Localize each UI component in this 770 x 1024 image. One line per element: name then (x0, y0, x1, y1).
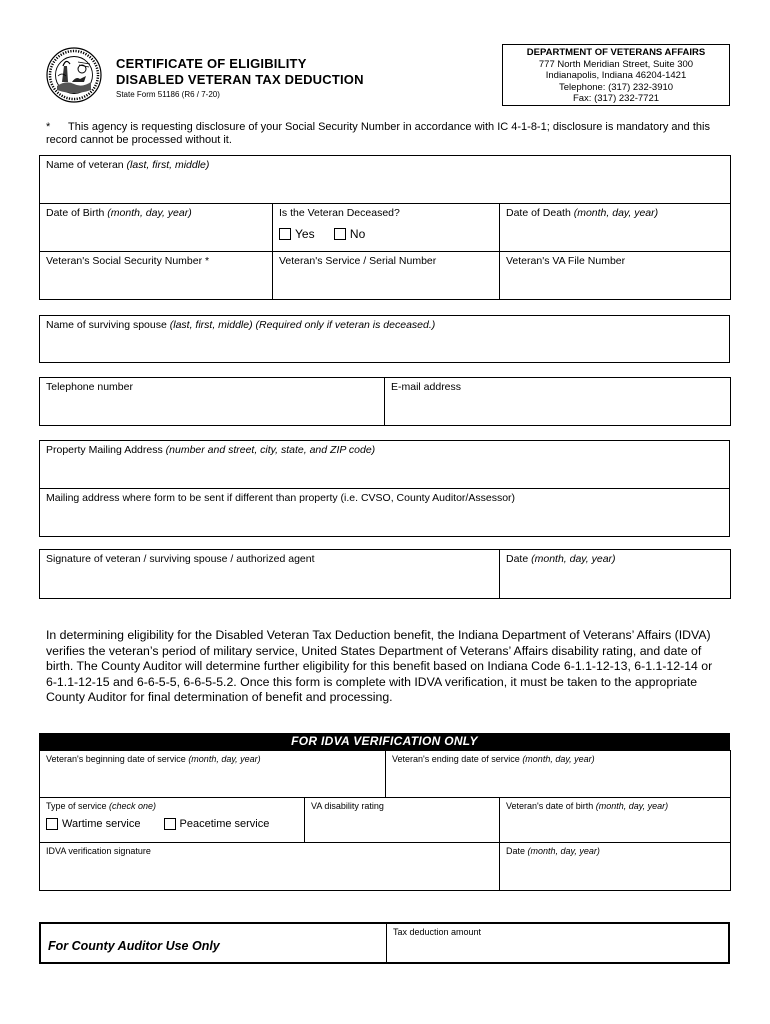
deceased-no-label: No (349, 227, 366, 241)
disability-rating-label: VA disability rating (311, 801, 384, 811)
mailing-address-field[interactable] (40, 489, 730, 537)
form-subtitle: DISABLED VETERAN TAX DEDUCTION (116, 72, 364, 87)
veteran-deceased-label: Is the Veteran Deceased? (279, 207, 400, 219)
service-type-label: Type of service (46, 801, 110, 811)
veteran-dod-hint: (month, day, year) (573, 207, 659, 219)
ssn-disclosure-notice (46, 121, 736, 147)
signature-table (39, 549, 731, 599)
idva-verification-section (39, 733, 730, 891)
signature-label: Signature of veteran / surviving spouse / authorized agent (46, 553, 315, 565)
veteran-ssn-label: Veteran's Social Security Number * (46, 255, 210, 267)
property-address-hint: (number and street, city, state, and ZIP code) (165, 444, 376, 456)
service-end-field[interactable] (386, 751, 731, 798)
veteran-birth-date-label: Veteran's date of birth (506, 801, 596, 811)
veteran-dod-field[interactable] (500, 204, 731, 252)
telephone-field[interactable] (40, 378, 385, 426)
department-city: Indianapolis, Indiana 46204-1421 (545, 70, 687, 81)
veteran-dod-label: Date of Death (506, 207, 574, 219)
peacetime-label: Peacetime service (179, 818, 270, 830)
deceased-no-checkbox[interactable] (334, 228, 346, 240)
idva-signature-label: IDVA verification signature (46, 846, 151, 856)
mailing-address-label: Mailing address where form to be sent if different than property (i.e. CVSO, County Auditor/Assessor) (46, 492, 516, 504)
veteran-dob-label: Date of Birth (46, 207, 108, 219)
department-name: DEPARTMENT OF VETERANS AFFAIRS (526, 47, 706, 58)
wartime-label: Wartime service (62, 818, 141, 830)
department-street: 777 North Meridian Street, Suite 300 (538, 58, 694, 70)
veteran-va-file-label: Veteran's VA File Number (506, 255, 626, 267)
county-auditor-label-cell (41, 924, 387, 962)
veteran-serial-field[interactable] (273, 252, 500, 300)
peacetime-checkbox[interactable] (164, 818, 176, 830)
service-type-hint: (check one) (109, 801, 157, 811)
spouse-name-label: Name of surviving spouse (46, 319, 170, 331)
idva-date-field[interactable] (500, 843, 731, 891)
signature-date-label: Date (506, 553, 532, 565)
disclosure-text: This agency is requesting disclosure of your Social Security Number in accordance with IC 4-1-8-1; disclosure is mandatory and this record cannot be processed without it. (46, 121, 710, 146)
signature-date-field[interactable] (500, 550, 731, 599)
property-address-field[interactable] (40, 441, 730, 489)
veteran-ssn-field[interactable] (40, 252, 273, 300)
telephone-label: Telephone number (46, 381, 133, 393)
veteran-dob-hint: (month, day, year) (107, 207, 192, 219)
service-end-hint: (month, day, year) (522, 754, 595, 764)
email-label: E-mail address (391, 381, 462, 393)
service-type-field (40, 798, 305, 843)
deceased-yes-checkbox[interactable] (279, 228, 291, 240)
service-begin-field[interactable] (40, 751, 386, 798)
spouse-table (39, 315, 730, 363)
spouse-name-field[interactable] (40, 316, 730, 363)
department-fax: Fax: (317) 232-7721 (572, 93, 660, 104)
tax-deduction-amount-field[interactable] (387, 924, 728, 962)
veteran-dob-field[interactable] (40, 204, 273, 252)
idva-table (39, 750, 731, 891)
department-address-box (502, 44, 730, 106)
property-address-label: Property Mailing Address (46, 444, 166, 456)
address-table (39, 440, 730, 537)
county-auditor-label: For County Auditor Use Only (48, 939, 220, 953)
contact-table (39, 377, 731, 426)
form-id: State Form 51186 (R6 / 7-20) (116, 90, 220, 99)
department-telephone: Telephone: (317) 232-3910 (558, 81, 674, 93)
signature-date-hint: (month, day, year) (531, 553, 616, 565)
veteran-name-field[interactable] (40, 156, 731, 204)
indiana-state-seal-icon (46, 46, 102, 104)
idva-date-hint: (month, day, year) (527, 846, 600, 856)
idva-heading: FOR IDVA VERIFICATION ONLY (39, 733, 730, 750)
veteran-info-table (39, 155, 731, 300)
idva-signature-field[interactable] (40, 843, 500, 891)
disclosure-asterisk: * (46, 121, 51, 133)
veteran-name-hint: (last, first, middle) (126, 159, 210, 171)
veteran-deceased-field (273, 204, 500, 252)
email-field[interactable] (385, 378, 731, 426)
eligibility-paragraph: In determining eligibility for the Disabled Veteran Tax Deduction benefit, the Indiana Department of Veterans’ Affairs (IDVA) verifies the veteran’s period of military service, United States Department of Veterans’ Affairs disability rating, and date of birth. The County Auditor will determine further eligibility for this benefit based on Indiana Code 6-1.1-12-13, 6-1.1-12-14 or 6-1.1-12-15 and 6-6-5-5, 6-6-5-5.2. Once this form is complete with IDVA verification, it must be taken to the appropriate County Auditor for final determination of benefit and processing. (46, 628, 713, 704)
tax-deduction-amount-label: Tax deduction amount (393, 927, 482, 937)
wartime-checkbox[interactable] (46, 818, 58, 830)
county-auditor-box (39, 922, 730, 964)
signature-field[interactable] (40, 550, 500, 599)
veteran-name-label: Name of veteran (46, 159, 127, 171)
idva-date-label: Date (506, 846, 528, 856)
veteran-va-file-field[interactable] (500, 252, 731, 300)
veteran-serial-label: Veteran's Service / Serial Number (279, 255, 437, 267)
service-begin-label: Veteran's beginning date of service (46, 754, 189, 764)
deceased-yes-label: Yes (295, 227, 315, 241)
service-begin-hint: (month, day, year) (188, 754, 261, 764)
form-title: CERTIFICATE OF ELIGIBILITY (116, 56, 307, 71)
veteran-birth-date-hint: (month, day, year) (595, 801, 669, 811)
form-title-block (116, 56, 364, 99)
disability-rating-field[interactable] (305, 798, 500, 843)
service-end-label: Veteran's ending date of service (392, 754, 523, 764)
veteran-birth-date-field[interactable] (500, 798, 731, 843)
spouse-name-hint: (last, first, middle) (Required only if veteran is deceased.) (169, 319, 436, 331)
